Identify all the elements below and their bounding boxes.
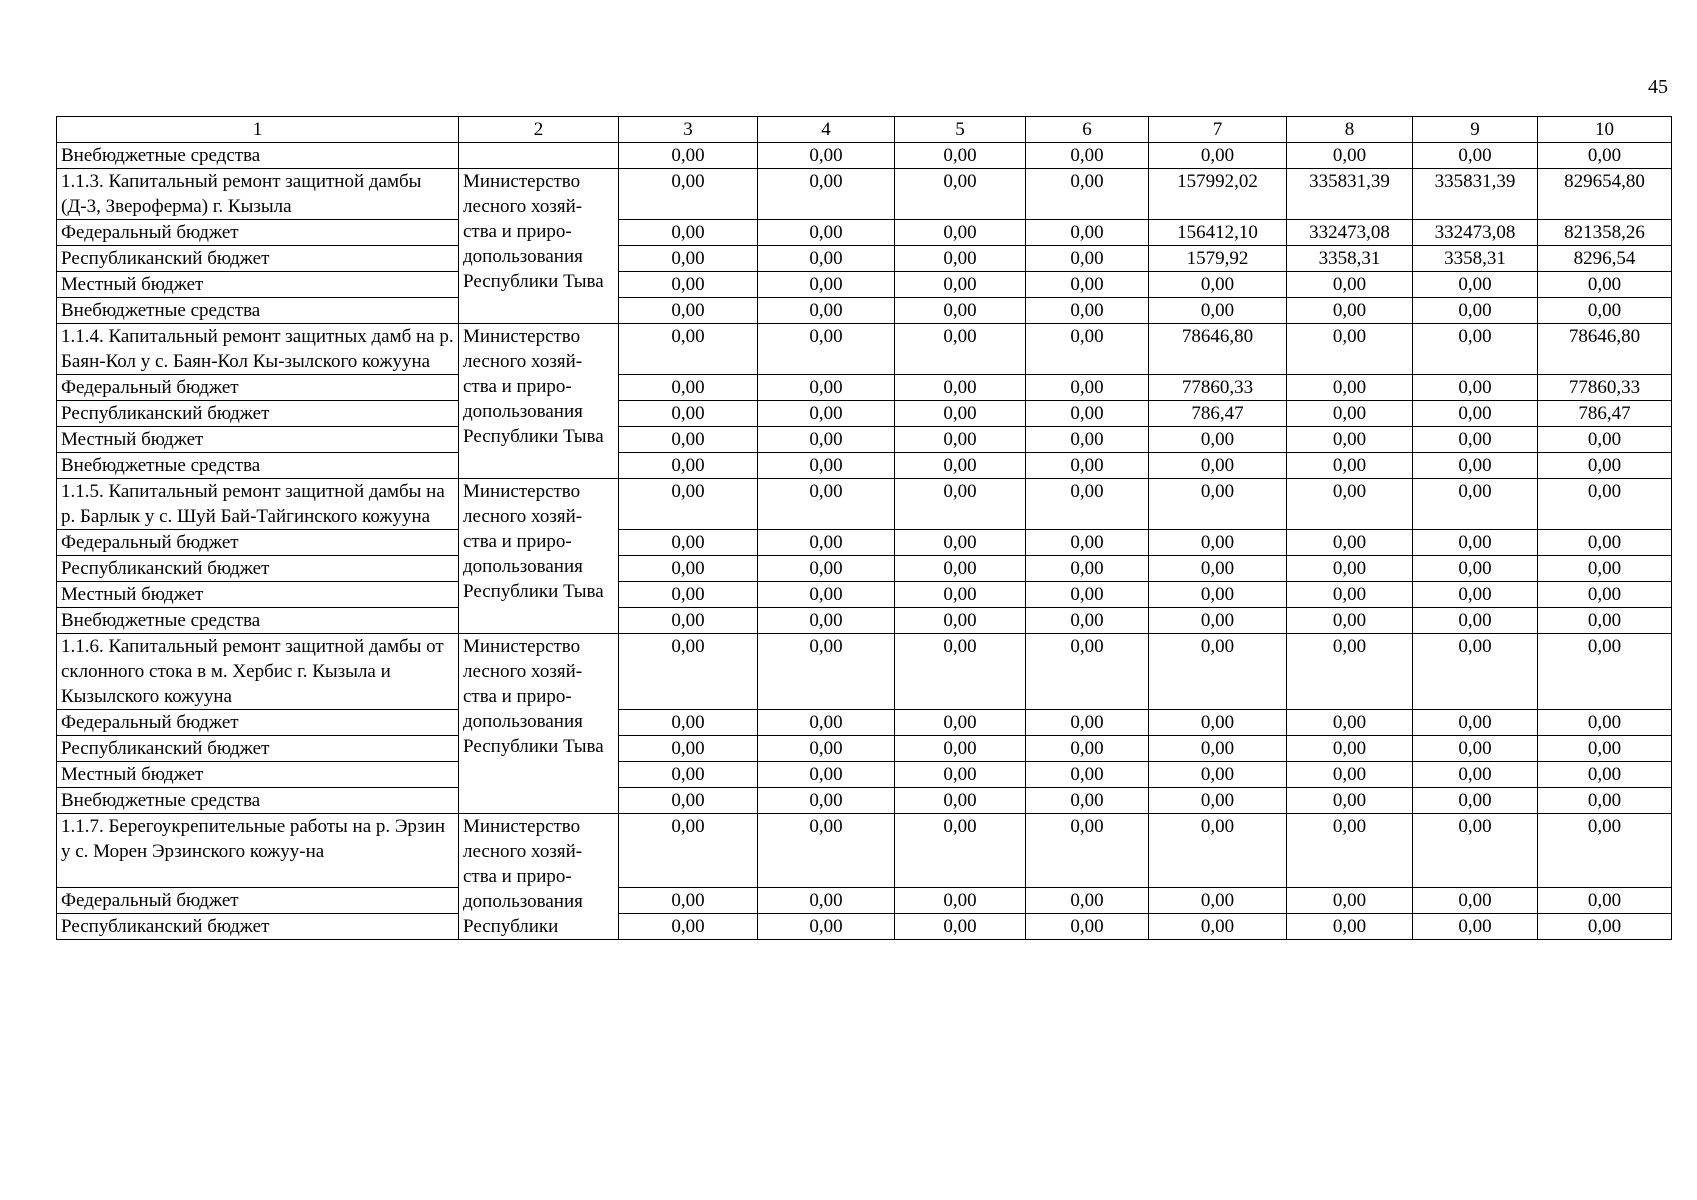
value-cell: 0,00 — [1149, 298, 1287, 324]
value-cell: 0,00 — [1026, 888, 1149, 914]
value-cell: 0,00 — [895, 375, 1026, 401]
value-cell: 0,00 — [895, 710, 1026, 736]
value-cell: 821358,26 — [1538, 220, 1672, 246]
value-cell: 1579,92 — [1149, 246, 1287, 272]
section-row — [57, 479, 1672, 530]
value-cell: 335831,39 — [1287, 169, 1413, 220]
row-label: Местный бюджет — [57, 582, 459, 608]
value-cell: 0,00 — [619, 324, 758, 375]
value-cell: 0,00 — [1413, 762, 1538, 788]
table-row — [57, 710, 1672, 736]
value-cell: 0,00 — [1413, 814, 1538, 888]
executor-cell: Министерство лесного хозяй-ства и приро-допользования Республики — [459, 814, 619, 940]
value-cell: 0,00 — [619, 479, 758, 530]
value-cell: 0,00 — [1287, 582, 1413, 608]
value-cell: 0,00 — [758, 914, 895, 940]
value-cell: 0,00 — [758, 375, 895, 401]
header-cell: 3 — [619, 117, 758, 143]
value-cell: 0,00 — [895, 324, 1026, 375]
value-cell: 0,00 — [895, 582, 1026, 608]
table-row — [57, 220, 1672, 246]
executor-cell: Министерство лесного хозяй-ства и приро-допользования Республики Тыва — [459, 479, 619, 634]
value-cell: 0,00 — [1538, 453, 1672, 479]
value-cell: 0,00 — [619, 582, 758, 608]
row-label: Республиканский бюджет — [57, 556, 459, 582]
value-cell: 0,00 — [1538, 143, 1672, 169]
table-row — [57, 530, 1672, 556]
value-cell: 0,00 — [758, 453, 895, 479]
value-cell: 0,00 — [1287, 814, 1413, 888]
table-row — [57, 608, 1672, 634]
value-cell: 0,00 — [1149, 556, 1287, 582]
value-cell: 0,00 — [1149, 453, 1287, 479]
value-cell: 78646,80 — [1149, 324, 1287, 375]
value-cell: 0,00 — [758, 530, 895, 556]
value-cell: 0,00 — [1149, 710, 1287, 736]
value-cell: 0,00 — [1413, 427, 1538, 453]
header-cell: 5 — [895, 117, 1026, 143]
value-cell: 0,00 — [1287, 453, 1413, 479]
row-label: Республиканский бюджет — [57, 401, 459, 427]
header-cell: 7 — [1149, 117, 1287, 143]
value-cell: 0,00 — [1026, 375, 1149, 401]
value-cell: 0,00 — [1413, 530, 1538, 556]
value-cell: 0,00 — [1149, 143, 1287, 169]
value-cell: 0,00 — [1287, 143, 1413, 169]
value-cell: 0,00 — [1413, 608, 1538, 634]
table-row — [57, 788, 1672, 814]
page-number: 45 — [1648, 76, 1668, 98]
value-cell: 3358,31 — [1413, 246, 1538, 272]
table-body — [57, 117, 1672, 940]
value-cell: 0,00 — [895, 143, 1026, 169]
value-cell: 0,00 — [1287, 888, 1413, 914]
value-cell: 0,00 — [1287, 530, 1413, 556]
value-cell: 0,00 — [1538, 914, 1672, 940]
value-cell: 0,00 — [1287, 479, 1413, 530]
row-label: Федеральный бюджет — [57, 530, 459, 556]
value-cell: 0,00 — [895, 427, 1026, 453]
value-cell: 0,00 — [1026, 814, 1149, 888]
value-cell: 0,00 — [1413, 582, 1538, 608]
value-cell: 0,00 — [1413, 888, 1538, 914]
value-cell: 332473,08 — [1287, 220, 1413, 246]
value-cell: 0,00 — [1538, 427, 1672, 453]
row-label: Внебюджетные средства — [57, 453, 459, 479]
value-cell: 0,00 — [1538, 608, 1672, 634]
value-cell: 0,00 — [1413, 324, 1538, 375]
value-cell: 0,00 — [1149, 530, 1287, 556]
table-row — [57, 453, 1672, 479]
table-row — [57, 272, 1672, 298]
value-cell: 0,00 — [1026, 479, 1149, 530]
value-cell: 0,00 — [1026, 582, 1149, 608]
value-cell: 0,00 — [895, 220, 1026, 246]
row-label: Местный бюджет — [57, 427, 459, 453]
value-cell: 0,00 — [619, 220, 758, 246]
header-cell: 1 — [57, 117, 459, 143]
value-cell: 0,00 — [1538, 582, 1672, 608]
table-row — [57, 375, 1672, 401]
value-cell: 0,00 — [1413, 375, 1538, 401]
value-cell: 0,00 — [619, 556, 758, 582]
value-cell: 0,00 — [1538, 788, 1672, 814]
value-cell: 0,00 — [1149, 914, 1287, 940]
value-cell: 0,00 — [619, 736, 758, 762]
value-cell: 0,00 — [1026, 143, 1149, 169]
row-label: Федеральный бюджет — [57, 710, 459, 736]
value-cell: 0,00 — [1287, 608, 1413, 634]
value-cell: 0,00 — [1026, 762, 1149, 788]
value-cell: 0,00 — [1287, 298, 1413, 324]
value-cell: 156412,10 — [1149, 220, 1287, 246]
table-row — [57, 914, 1672, 940]
value-cell: 0,00 — [758, 479, 895, 530]
value-cell: 157992,02 — [1149, 169, 1287, 220]
table-row — [57, 143, 1672, 169]
value-cell: 0,00 — [1026, 556, 1149, 582]
executor-cell: Министерство лесного хозяй-ства и приро-допользования Республики Тыва — [459, 324, 619, 479]
value-cell: 0,00 — [1413, 479, 1538, 530]
value-cell: 0,00 — [1026, 427, 1149, 453]
value-cell: 0,00 — [1538, 710, 1672, 736]
value-cell: 0,00 — [895, 888, 1026, 914]
table-row — [57, 427, 1672, 453]
executor-cell: Министерство лесного хозяй-ства и приро-допользования Республики Тыва — [459, 634, 619, 814]
value-cell: 0,00 — [895, 479, 1026, 530]
value-cell: 0,00 — [1287, 375, 1413, 401]
value-cell: 0,00 — [1149, 814, 1287, 888]
value-cell: 0,00 — [895, 401, 1026, 427]
value-cell: 0,00 — [758, 220, 895, 246]
row-label: Федеральный бюджет — [57, 375, 459, 401]
header-cell: 9 — [1413, 117, 1538, 143]
value-cell: 335831,39 — [1413, 169, 1538, 220]
value-cell: 0,00 — [1413, 710, 1538, 736]
row-label: Федеральный бюджет — [57, 220, 459, 246]
section-row — [57, 169, 1672, 220]
value-cell: 0,00 — [1538, 634, 1672, 710]
value-cell: 332473,08 — [1413, 220, 1538, 246]
value-cell: 0,00 — [758, 298, 895, 324]
table-row — [57, 401, 1672, 427]
value-cell: 0,00 — [1287, 272, 1413, 298]
value-cell: 0,00 — [1413, 453, 1538, 479]
value-cell: 0,00 — [758, 272, 895, 298]
value-cell: 0,00 — [758, 788, 895, 814]
value-cell: 0,00 — [1538, 298, 1672, 324]
value-cell: 0,00 — [895, 556, 1026, 582]
value-cell: 0,00 — [1413, 401, 1538, 427]
value-cell: 0,00 — [1538, 814, 1672, 888]
value-cell: 0,00 — [619, 888, 758, 914]
section-row — [57, 814, 1672, 888]
value-cell: 0,00 — [1413, 788, 1538, 814]
value-cell: 0,00 — [758, 634, 895, 710]
value-cell: 0,00 — [1026, 736, 1149, 762]
value-cell: 0,00 — [895, 246, 1026, 272]
table-row — [57, 556, 1672, 582]
value-cell: 0,00 — [1149, 762, 1287, 788]
value-cell: 0,00 — [895, 608, 1026, 634]
value-cell: 0,00 — [1149, 634, 1287, 710]
value-cell: 0,00 — [619, 814, 758, 888]
table-row — [57, 582, 1672, 608]
value-cell: 0,00 — [758, 143, 895, 169]
value-cell: 786,47 — [1538, 401, 1672, 427]
value-cell: 0,00 — [1287, 736, 1413, 762]
value-cell: 0,00 — [619, 401, 758, 427]
value-cell: 0,00 — [1026, 710, 1149, 736]
value-cell: 0,00 — [619, 427, 758, 453]
value-cell: 0,00 — [895, 788, 1026, 814]
value-cell: 0,00 — [1287, 788, 1413, 814]
table-row — [57, 298, 1672, 324]
value-cell: 0,00 — [895, 634, 1026, 710]
section-title: 1.1.3. Капитальный ремонт защитной дамбы (Д-3, Звероферма) г. Кызыла — [57, 169, 459, 220]
value-cell: 0,00 — [1026, 634, 1149, 710]
value-cell: 0,00 — [619, 788, 758, 814]
value-cell: 0,00 — [758, 608, 895, 634]
section-title: 1.1.4. Капитальный ремонт защитных дамб на р. Баян-Кол у с. Баян-Кол Кы-зылского кожууна — [57, 324, 459, 375]
value-cell: 77860,33 — [1538, 375, 1672, 401]
value-cell: 0,00 — [619, 298, 758, 324]
section-title: 1.1.7. Берегоукрепительные работы на р. Эрзин у с. Морен Эрзинского кожуу-на — [57, 814, 459, 888]
value-cell: 0,00 — [1538, 530, 1672, 556]
value-cell: 0,00 — [758, 582, 895, 608]
row-label: Местный бюджет — [57, 762, 459, 788]
table-row — [57, 888, 1672, 914]
value-cell: 0,00 — [619, 914, 758, 940]
value-cell: 0,00 — [895, 298, 1026, 324]
value-cell: 0,00 — [895, 530, 1026, 556]
value-cell: 0,00 — [1538, 736, 1672, 762]
value-cell: 0,00 — [895, 814, 1026, 888]
executor-cell — [459, 143, 619, 169]
section-title: 1.1.5. Капитальный ремонт защитной дамбы на р. Барлык у с. Шуй Бай-Тайгинского кожууна — [57, 479, 459, 530]
value-cell: 0,00 — [758, 427, 895, 453]
value-cell: 0,00 — [619, 169, 758, 220]
value-cell: 0,00 — [895, 169, 1026, 220]
row-label: Внебюджетные средства — [57, 788, 459, 814]
value-cell: 0,00 — [758, 710, 895, 736]
value-cell: 0,00 — [619, 710, 758, 736]
value-cell: 0,00 — [1538, 479, 1672, 530]
value-cell: 0,00 — [1026, 324, 1149, 375]
value-cell: 0,00 — [1149, 736, 1287, 762]
header-cell: 10 — [1538, 117, 1672, 143]
value-cell: 0,00 — [1026, 272, 1149, 298]
value-cell: 0,00 — [758, 762, 895, 788]
value-cell: 0,00 — [1026, 530, 1149, 556]
value-cell: 0,00 — [895, 453, 1026, 479]
header-row — [57, 117, 1672, 143]
value-cell: 0,00 — [1149, 479, 1287, 530]
section-title: 1.1.6. Капитальный ремонт защитной дамбы от склонного стока в м. Хербис г. Кызыла и Кызылского кожууна — [57, 634, 459, 710]
header-cell: 8 — [1287, 117, 1413, 143]
value-cell: 0,00 — [1413, 914, 1538, 940]
value-cell: 0,00 — [619, 453, 758, 479]
value-cell: 786,47 — [1149, 401, 1287, 427]
value-cell: 0,00 — [619, 608, 758, 634]
value-cell: 0,00 — [619, 272, 758, 298]
value-cell: 0,00 — [1538, 762, 1672, 788]
header-cell: 6 — [1026, 117, 1149, 143]
value-cell: 3358,31 — [1287, 246, 1413, 272]
value-cell: 0,00 — [1026, 608, 1149, 634]
value-cell: 0,00 — [1287, 401, 1413, 427]
value-cell: 0,00 — [1287, 427, 1413, 453]
value-cell: 0,00 — [1149, 427, 1287, 453]
value-cell: 0,00 — [1026, 298, 1149, 324]
value-cell: 0,00 — [1026, 169, 1149, 220]
value-cell: 0,00 — [895, 762, 1026, 788]
header-cell: 2 — [459, 117, 619, 143]
value-cell: 0,00 — [1287, 324, 1413, 375]
row-label: Республиканский бюджет — [57, 736, 459, 762]
table-row — [57, 246, 1672, 272]
value-cell: 0,00 — [758, 814, 895, 888]
value-cell: 0,00 — [758, 324, 895, 375]
value-cell: 0,00 — [1026, 401, 1149, 427]
value-cell: 0,00 — [1413, 298, 1538, 324]
value-cell: 0,00 — [1026, 914, 1149, 940]
budget-table — [56, 116, 1672, 940]
value-cell: 0,00 — [1026, 453, 1149, 479]
table-row — [57, 736, 1672, 762]
row-label: Внебюджетные средства — [57, 608, 459, 634]
row-label: Местный бюджет — [57, 272, 459, 298]
value-cell: 0,00 — [758, 888, 895, 914]
value-cell: 77860,33 — [1149, 375, 1287, 401]
value-cell: 0,00 — [619, 530, 758, 556]
value-cell: 0,00 — [1538, 888, 1672, 914]
value-cell: 0,00 — [758, 736, 895, 762]
value-cell: 0,00 — [1538, 272, 1672, 298]
row-label: Внебюджетные средства — [57, 298, 459, 324]
value-cell: 0,00 — [1287, 914, 1413, 940]
value-cell: 0,00 — [758, 169, 895, 220]
value-cell: 0,00 — [1413, 143, 1538, 169]
row-label: Республиканский бюджет — [57, 914, 459, 940]
value-cell: 0,00 — [619, 143, 758, 169]
row-label: Республиканский бюджет — [57, 246, 459, 272]
value-cell: 0,00 — [1287, 710, 1413, 736]
value-cell: 0,00 — [1149, 272, 1287, 298]
value-cell: 0,00 — [895, 914, 1026, 940]
value-cell: 829654,80 — [1538, 169, 1672, 220]
table-row — [57, 762, 1672, 788]
value-cell: 0,00 — [758, 556, 895, 582]
section-row — [57, 634, 1672, 710]
row-label: Внебюджетные средства — [57, 143, 459, 169]
value-cell: 0,00 — [758, 246, 895, 272]
section-row — [57, 324, 1672, 375]
value-cell: 0,00 — [1026, 788, 1149, 814]
value-cell: 0,00 — [1287, 762, 1413, 788]
value-cell: 0,00 — [1413, 634, 1538, 710]
value-cell: 0,00 — [1287, 556, 1413, 582]
value-cell: 8296,54 — [1538, 246, 1672, 272]
value-cell: 0,00 — [619, 246, 758, 272]
value-cell: 0,00 — [1149, 888, 1287, 914]
value-cell: 0,00 — [1287, 634, 1413, 710]
value-cell: 0,00 — [1413, 272, 1538, 298]
value-cell: 0,00 — [619, 634, 758, 710]
executor-cell: Министерство лесного хозяй-ства и приро-допользования Республики Тыва — [459, 169, 619, 324]
value-cell: 0,00 — [1413, 556, 1538, 582]
value-cell: 0,00 — [1149, 608, 1287, 634]
value-cell: 0,00 — [1538, 556, 1672, 582]
value-cell: 0,00 — [1026, 246, 1149, 272]
value-cell: 0,00 — [619, 375, 758, 401]
value-cell: 0,00 — [895, 736, 1026, 762]
value-cell: 0,00 — [1413, 736, 1538, 762]
value-cell: 0,00 — [1026, 220, 1149, 246]
value-cell: 0,00 — [1149, 788, 1287, 814]
value-cell: 78646,80 — [1538, 324, 1672, 375]
value-cell: 0,00 — [758, 401, 895, 427]
value-cell: 0,00 — [619, 762, 758, 788]
value-cell: 0,00 — [895, 272, 1026, 298]
value-cell: 0,00 — [1149, 582, 1287, 608]
header-cell: 4 — [758, 117, 895, 143]
row-label: Федеральный бюджет — [57, 888, 459, 914]
